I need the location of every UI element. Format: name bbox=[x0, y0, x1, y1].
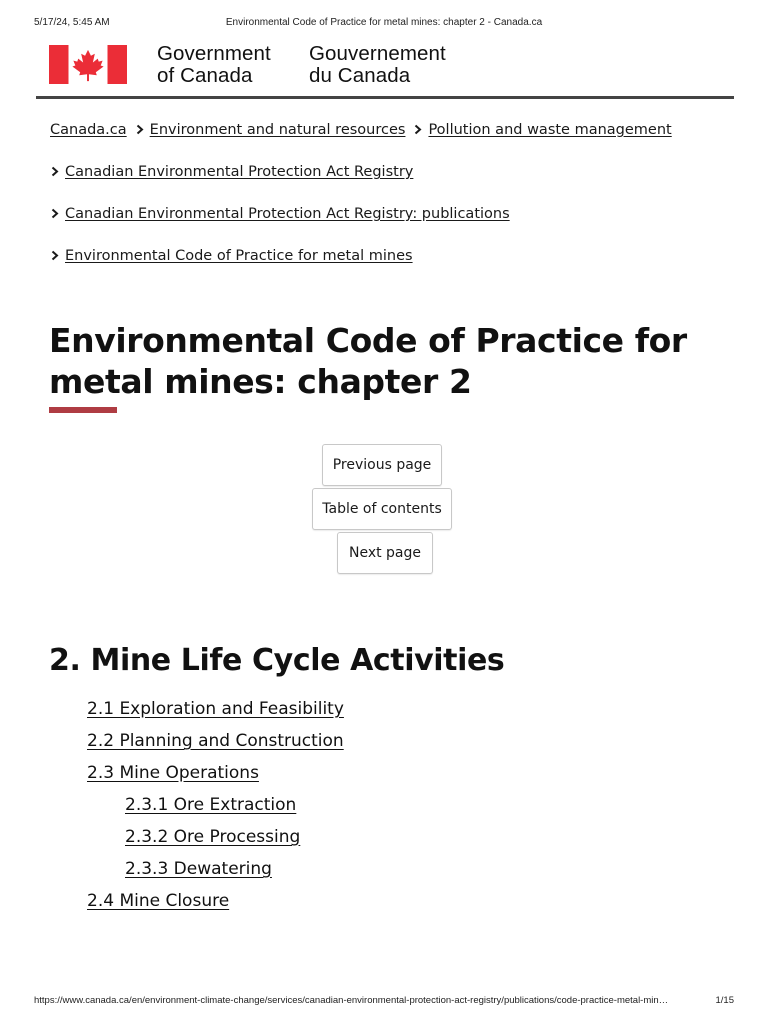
print-page-count: 1/15 bbox=[715, 995, 734, 1006]
chevron-right-icon bbox=[50, 166, 60, 177]
toc-link-planning[interactable]: 2.2 Planning and Construction bbox=[87, 731, 344, 751]
previous-page-button[interactable]: Previous page bbox=[322, 444, 442, 486]
chevron-right-icon bbox=[413, 124, 423, 135]
breadcrumb-link-cepa-registry[interactable]: Canadian Environmental Protection Act Registry bbox=[65, 164, 414, 180]
toc-link-ore-processing[interactable]: 2.3.2 Ore Processing bbox=[125, 827, 301, 847]
table-of-contents-button[interactable]: Table of contents bbox=[312, 488, 452, 530]
print-url: https://www.canada.ca/en/environment-climate-change/services/canadian-environmental-protection-act-registry/publications/code-practice-metal-min… bbox=[34, 995, 669, 1006]
title-accent-rule bbox=[49, 407, 117, 413]
breadcrumb-row-1 bbox=[50, 122, 672, 138]
canada-flag-icon[interactable] bbox=[49, 45, 127, 84]
chevron-right-icon bbox=[135, 124, 145, 135]
section-title: 2. Mine Life Cycle Activities bbox=[49, 643, 505, 678]
breadcrumb-row-3 bbox=[50, 206, 510, 222]
toc-link-mine-closure[interactable]: 2.4 Mine Closure bbox=[87, 891, 230, 911]
breadcrumb-link-canada[interactable]: Canada.ca bbox=[50, 122, 127, 138]
print-header bbox=[34, 17, 734, 31]
breadcrumb-row-2 bbox=[50, 164, 413, 180]
breadcrumb-link-pollution[interactable]: Pollution and waste management bbox=[428, 122, 672, 138]
signature-french-line1: Gouvernement bbox=[309, 42, 446, 65]
breadcrumb-link-cepa-publications[interactable]: Canadian Environmental Protection Act Registry: publications bbox=[65, 206, 510, 222]
next-page-button[interactable]: Next page bbox=[337, 532, 433, 574]
breadcrumb-link-code-of-practice[interactable]: Environmental Code of Practice for metal mines bbox=[65, 248, 413, 264]
signature-english-line1: Government bbox=[157, 42, 271, 65]
signature-english bbox=[157, 43, 271, 87]
signature-french-line2: du Canada bbox=[309, 64, 411, 87]
breadcrumb-row-4 bbox=[50, 248, 413, 264]
signature-french bbox=[309, 43, 446, 87]
chevron-right-icon bbox=[50, 208, 60, 219]
print-document-title: Environmental Code of Practice for metal mines: chapter 2 - Canada.ca bbox=[225, 17, 543, 28]
signature-english-line2: of Canada bbox=[157, 64, 253, 87]
print-datetime: 5/17/24, 5:45 AM bbox=[34, 17, 110, 28]
toc-link-dewatering[interactable]: 2.3.3 Dewatering bbox=[125, 859, 272, 879]
breadcrumb-link-environment[interactable]: Environment and natural resources bbox=[149, 122, 406, 138]
toc-link-ore-extraction[interactable]: 2.3.1 Ore Extraction bbox=[125, 795, 297, 815]
toc-link-operations[interactable]: 2.3 Mine Operations bbox=[87, 763, 259, 783]
print-footer bbox=[34, 995, 734, 1009]
page-title: Environmental Code of Practice for metal mines: chapter 2 bbox=[49, 321, 687, 401]
chevron-right-icon bbox=[50, 250, 60, 261]
site-header bbox=[36, 44, 734, 99]
toc-link-exploration[interactable]: 2.1 Exploration and Feasibility bbox=[87, 699, 344, 719]
